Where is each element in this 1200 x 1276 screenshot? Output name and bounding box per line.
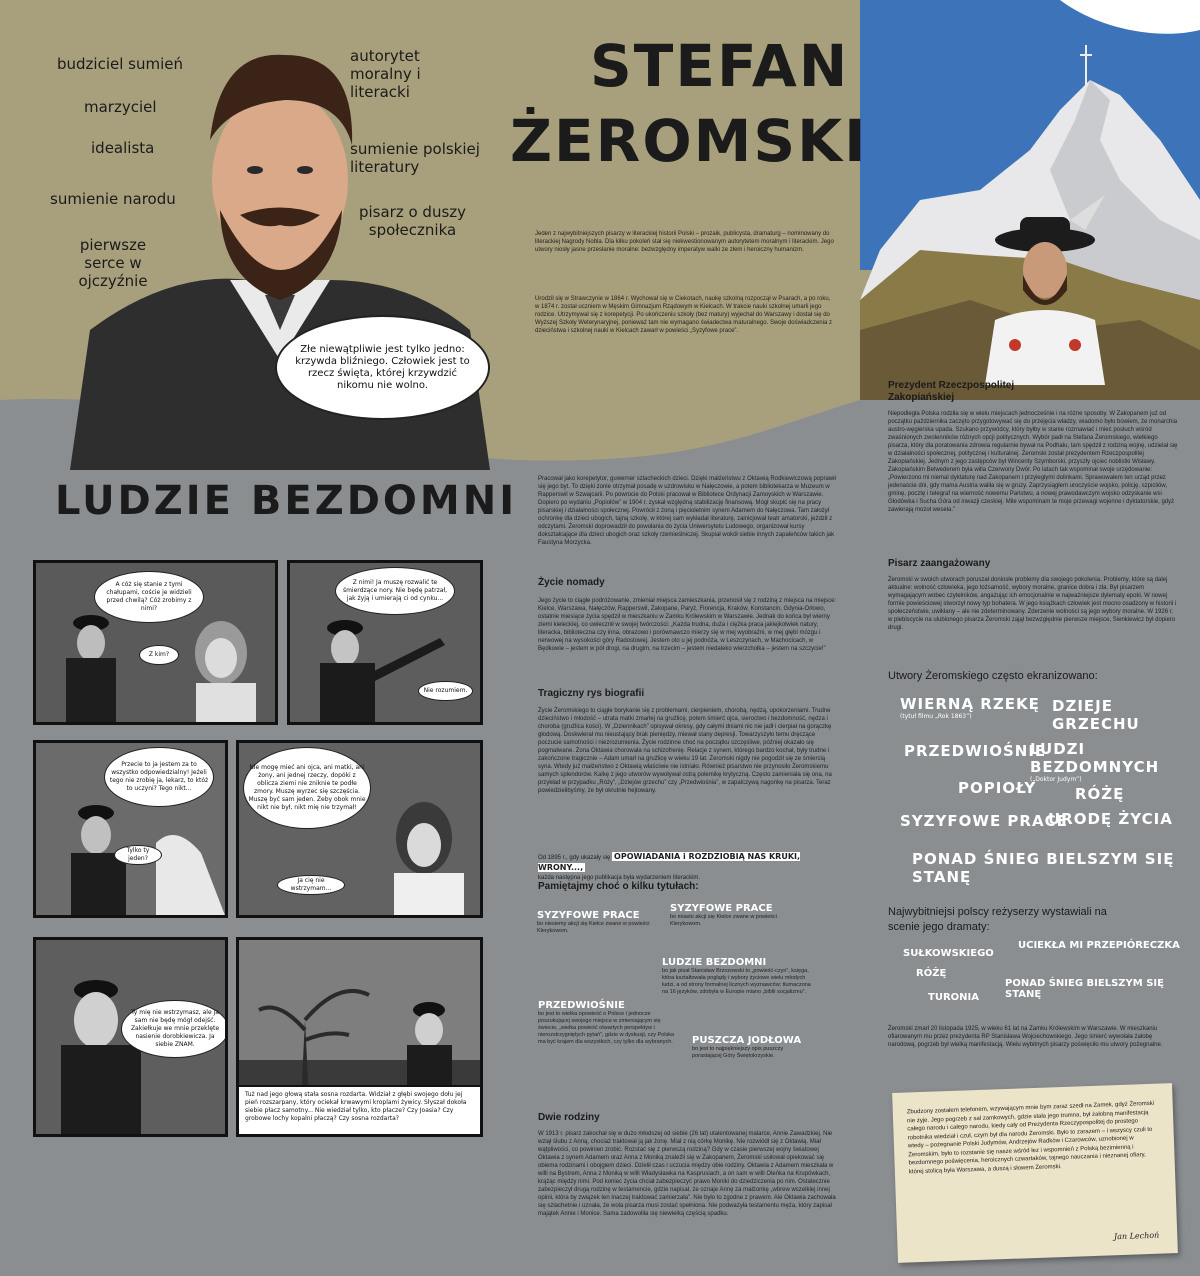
title-item-2-desc: bo miasto akcji się Kielce zwane w powieści Klerykowom. [670, 914, 777, 927]
epithet-autorytet: autorytet moralny i literacki [350, 47, 421, 101]
bubble-3: Z nimi! Ja muszę rozwalić te śmierdzące nory. Nie będę patrzał, jak żyją i umierają ci od cynku... [335, 567, 455, 615]
play-5: TURONIA [928, 992, 979, 1003]
highlander-portrait [975, 195, 1115, 385]
film-4 [1030, 740, 1200, 783]
bubble-6: Tylko ty jeden? [114, 845, 162, 865]
note-signature: Jan Lechoń [1113, 1230, 1160, 1242]
film-5-title: POPIOŁY [958, 779, 1037, 797]
tragic-paragraph: Życie Żeromskiego to ciągłe borykanie się z problemami, cierpieniem, chorobą, nędzą, upokorzeniami. Trudne dzieciństwo i młodość – utrata matki zmarłej na gruźlicę, potem śmierć ojca, sieroctwo i bezdomność, nędza i choroba (gruźlica kości). W „Dziennikach” opisywał okresy, gdy całymi dniami nic nie jadł i cierpiał na gorączkę głodową. Doskwierał mu nieustający brak pieniędzy, miewał stany depresji. Towarzyszyło temu dręczące poczucie samotności i niezrozumienia. Życie rodzinne choć na początku szczęśliwe, później okazało się pogmatwane. Żona Oktawia chorowała na schizofrenię. Relacje z synem, którego bardzo kochał, były trudne i zakończone tragicznie – Adam umarł na gruźlicę w wieku 19 lat. Żeromski nigdy nie pogodził się ze śmiercią syna. Wtedy już małżeństwo z Oktawią właściwie nie istniało. Również pisarstwo nie przynosiło Żeromskiemu samych splendorów. Kalkę z jego utworów wywoływał ostrą polemikę krytyczną. Często zamieniała się ona, na przykład w przypadku „Róży”, „Dziejów grzechu” czy „Przedwiośnia”, w zapalczywą nagonkę na pisarza. Teraz powiedzielibyśmy, że był okrutnie hejtowany. [538, 708, 832, 794]
comic-panel-2 [287, 560, 483, 725]
title-item-5-name: PUSZCZA JODŁOWA [692, 1035, 802, 1046]
play-2: UCIEKŁA MI PRZEPIÓRECZKA [1018, 940, 1180, 951]
family-paragraph: W 1913 r. pisarz zakochał się w dużo młodszej od siebie (26 lat) utalentowanej malarce, Annie Zawadzkiej. Nie wziął ślubu z Anną, chociaż traktował ją jak żonę. Miał z nią córkę Monikę. Nie rozwiódł się z Oktawią. Miał wątpliwości, co powinien zrobić. Rozstać się z pierwszą rodziną? Gdy w czasie pierwszej wojny światowej Oktawia z synem Adamem oraz Anna z Moniką znaleźli się w Zakopanem, Żeromski usiłował opiekować się obiema rodzinami i obojgiem dzieci. Dzielił czas i uczucia między obie rodziny. Oktawia z Adamem mieszkała w willi na Bystrem, Anna z Moniką w willi Władysławka na Kasprusiach, a on sam w willi Oleńka na Krupówkach, krążąc między nimi. Pod koniec życia chciał zabezpieczyć prawo Moniki do dziedziczenia po nim. Ostatecznie zabezpieczył drugą rodzinę w testamencie, gdzie napisał, że oznaje Annę za małżonkę „wbrew wszelkiej innej opinii, która by związek ten inaczej traktować zamierzała”. Nie było to zgodne z prawem. Ale Oktawia zachowała się szlachetnie i uznała, że wola pisarza musi zostać spełniona. Nie podważyła testamentu męża, który zapisał majątek Annie i Monice. Sama zadowoliła się niewielką częścią spadku. [538, 1131, 836, 1217]
epithet-budziciel: budziciel sumień [57, 55, 184, 73]
highlight-pre: Od 1895 r., gdy ukazały się [538, 855, 611, 861]
epithet-sumienie-literatury: sumienie polskiej literatury [350, 140, 480, 176]
epithet-marzyciel: marzyciel [84, 98, 157, 116]
highlight-post: każda następna jego publikacja była wydarzeniem literackim. [538, 875, 701, 881]
title-item-1-desc: bo niesiemy akcji się Kielce zwane w powieści Klerykowom. [537, 921, 650, 934]
death-paragraph: Żeromski zmarł 20 listopada 1925, w wieku 61 lat na Zamku Królewskim w Warszawie. W mieszkaniu ofiarowanym mu przez prezydenta RP Stanisława Wojciechowskiego. Jego śmierć wywołała żałobę narodową, pogrzeb był wielką manifestacją. Wielu wybitnych pisarzy poświęciło mu utwory pożegnalne. [888, 1026, 1163, 1048]
title-line1: STEFAN [590, 32, 850, 100]
comic-panel-4 [236, 740, 483, 918]
title-item-4-desc: bo jest to wielka opowieść o Polsce i jednocze poszukującej swojego miejsca w zmieniającym się świecie, „wielka powieść otwartych perspektyw i nierozstrzygniętych pytań”, gdzie w dyskusji, czy Polska ma być krajem dla wszystkich, czy tylko dla wybranych. [538, 1011, 675, 1045]
title-item-5 [692, 1035, 812, 1060]
work-paragraph: Pracował jako korepetytor, guwerner szlacheckich dzieci. Dzięki małżeństwu z Oktawią Rodkiewiczową poprawił się jego byt. To dzięki żonie otrzymał posadę w uzdrowisku w Nałęczowie, a potem bibliotekarza w Muzeum w Rapperswil w Szwajcarii. Po powrocie do Polski pracował w Bibliotece Ordynacji Zamoyskich w Warszawie. Dopiero po wydaniu „Popiołów” w 1904 r. zyskał względną stabilizację finansową. Mógł skupić się na pracy pisarskiej i działalności społecznej. Powrócił z żoną i pięcioletnim synem Adamem do Nałęczowa. Tam założył ochronkę dla dzieci ubogich, tajną szkołę, w której sam wykładał literaturę, zainicjował teatr amatorski, jeździł z odczytami. Żeromski doprowadził do powołania do życia Uniwersytetu Ludowego, organizował kursy dokształcające dla dzieci ubogich oraz szkoły rzemieślniczej. Skupiał wokół siebie innych zapaleńców takich jak Faustyna Morzycka. [538, 476, 836, 546]
film-1-title: WIERNĄ RZEKĘ [900, 695, 1040, 713]
title-item-4 [538, 1000, 678, 1046]
play-1: SUŁKOWSKIEGO [903, 948, 994, 959]
birth-paragraph: Urodził się w Strawczynie w 1864 r. Wychował się w Ciekotach, naukę szkolną rozpoczął w Psarach, a po roku, w 1874 r. został uczniem w Męskim Gimnazjum Rządowym w Kielcach. W trakcie nauki szkolnej umarli jego rodzice. Utrzymywał się z korepetycji. Po ukończeniu szkoły (bez matury) wyjechał do Warszawy i dostał się do Wyższej Szkoły Weterynaryjnej, ponieważ tam nie wymagano świadectwa maturalnego. Swoje doświadczenia z dzieciństwa i szkolnej nauki w Kielcach zawarł w powieści „Syzyfowe prace”. [535, 296, 832, 334]
bubble-9: Ty mię nie wstrzymasz, ale ja sam nie będę mógł odejść. Zakiełkuje we mnie przeklęte nasienie dorobkiewicza. Ja siebie ZNAM. [121, 1000, 228, 1058]
title-item-3-desc: bo jak pisał Stanisław Brzozowski to „powieść-czyn”, księga, która kształtowała poglądy i wybory życiowe wielu młodych ludzi, a od strony formalnej licznych wyznawców; tłumaczona na 16 języków, zdobyła w Europie miano „biblii socjalizmu”. [662, 968, 811, 995]
epithet-pierwsze-serce: pierwsze serce w ojczyźnie [78, 236, 148, 290]
note-card [892, 1083, 1178, 1263]
bubble-5: Przecie to ja jestem za to wszystko odpowiedzialny! Jeżeli tego nie zrobię ja, lekarz, to któż to uczyni? Tego nikt... [104, 747, 214, 807]
film-7 [900, 812, 1068, 830]
intro-paragraph: Jeden z najwybitniejszych pisarzy w literackiej historii Polski – prozaik, publicysta, dramaturg – nominowany do literackiej Nagrody Nobla. Dla kilku pokoleń stał się niekwestionowanym autorytetem moralnym i literackim. Jego utwory niosły jasne przesłanie moralne: bezwzględny imperatyw walki ze złem i heroiczny humanizm. [535, 231, 834, 253]
title-item-1 [537, 910, 657, 935]
comic-panel-3 [33, 740, 228, 918]
film-1-note: (tytuł filmu „Rok 1863”) [900, 713, 972, 720]
engaged-heading: Pisarz zaangażowany [888, 558, 991, 569]
epithet-sumienie-narodu: sumienie narodu [50, 190, 176, 208]
title-item-1-name: SYZYFOWE PRACE [537, 910, 640, 921]
tragic-heading: Tragiczny rys biografii [538, 688, 645, 699]
comic-panel-5 [33, 937, 228, 1137]
epithet-pisarz: pisarz o duszy społecznika [358, 203, 467, 239]
title-item-3 [662, 957, 812, 996]
theatre-heading: Najwybitniejsi polscy reżyserzy wystawiali na scenie jego dramaty: [888, 906, 1107, 933]
film-6-title: RÓŻĘ [1075, 785, 1125, 803]
films-heading: Utwory Żeromskiego często ekranizowano: [888, 670, 1098, 682]
president-heading: Prezydent Rzeczpospolitej Zakopiańskiej [888, 380, 1015, 403]
note-text: Zbudzony zostałem telefonem, wzywającym mnie bym zaraz szedł na Zamek, gdyż Żeromski nie żyje. Jego pogrzeb z sal zamkowych, gdzie stała jego trumna, był żałobną manifestacją całego narodu i całego narodu, kiedy cały od Prezydenta Rzeczypospolitej do prostego robotnika wiedział i czuł, czym był dla narodu Żeromski. Było to zarazem – i wszyscy czuli to wtedy – pożegnanie Polski Judymów, Andrzejów Radków i Czarowców, uznobionej w Żeromskim, było to rozstanie się nasze wśród łez i wspomnień z Polską bezimienną i bezdomnego poświęcenia, heroicznych czwartaków, tajnego nauczania i nieznanej ofiary, której stolicą była Warszawa, a duszą i słowem Żeromski. [906, 1100, 1155, 1175]
bubble-8: Ja cię nie wstrzymam... [277, 875, 345, 895]
epithet-idealista: idealista [91, 139, 155, 157]
bubble-1: A cóż się stanie z tymi chałupami, coście je widzieli przed chwilą? Cóż zrobimy z nimi? [94, 571, 204, 623]
comic-caption: Tuż nad jego głową stała sosna rozdarta. Widział z głębi swojego dołu jej pień rozszarpany, który ociekał krwawymi kroplami żywicy. Słyszał dokoła siebie płacz samotny... Nie wiedział tylko, kto płacze? Czy Joasia? Czy grobowe lochy kopalni płaczą? Czy sosna rozdarta? [239, 1085, 480, 1135]
film-8 [1048, 810, 1173, 828]
quote-text: Złe niewątpliwie jest tylko jedno: krzywda bliźniego. Człowiek jest to rzecz święta, której krzywdzić nikomu nie wolno. [295, 343, 470, 391]
play-3: RÓŻĘ [916, 968, 947, 979]
nomad-heading: Życie nomady [538, 577, 605, 588]
title-item-3-name: LUDZIE BEZDOMNI [662, 957, 767, 968]
title-item-5-desc: bo jest to najpiękniejszy opis puszczy porastającej Góry Świętokrzyskie. [692, 1046, 784, 1059]
play-4: PONAD ŚNIEG BIELSZYM SIĘ STANĘ [1005, 978, 1164, 1000]
nomad-paragraph: Jego życie to ciągłe podróżowanie, zmieniał miejsca zamieszkania, przenosił się z rodziną z miejsca na miejsce: Kielce, Warszawa, Nałęczów, Rapperswil, Zakopane, Paryż, Florencja, Kraków, Konstancin, Gdynia-Orłowo, ostatnie miesiące życia spędził w mieszkaniu w Zamku Królewskim w Warszawie. Jednak do końca był wierny ziemi kieleckiej, co uwiecznił w swojej twórczości: „Każda trudna, duża i ciężka praca jakiejkolwiek natury, literacka, biblioteczna czy inna, obrazowo i porównawczo mierzy się w mej wyobraźni, w mej głębi mózgu i nerwowej na wysokości góry Radostowej. Jestem oto u jej podnóża, w Leszczynach, w Machocicach, w Będkowie – jestem w pół drogi, na drugim, na trzecim – jestem niedaleko wierzchołka – jestem na szczycie!” [538, 598, 837, 652]
title-line2: ŻEROMSKI [510, 107, 868, 175]
highlight-line [538, 852, 838, 883]
film-3-title: PRZEDWIOŚNIE [904, 742, 1047, 760]
film-4-title: LUDZI BEZDOMNYCH [1030, 740, 1160, 776]
film-4-note: („Doktor Judym”) [1030, 776, 1082, 783]
president-paragraph: Niepodległa Polska rodziła się w wielu miejscach jednocześnie i na różne sposoby. W Zakopanem już od początku października zaczęto przygotowywać się do przejęcia władzy, wiadomo było bowiem, że monarchia austro-węgierska upada. Szukano przywódcy, który byłby w stanie rozmawiać i mieć posłuch wśród zwaśnionych zwolenników różnych opcji politycznych. Wybór padł na Stefana Żeromskiego, wielkiego pisarza, który dla poratowania zdrowia regularnie bywał na Podhalu, tam spędził z rodziną wojnę, udzielał się w działalności społecznej, politycznej i kulturalnej. Żeromski został prezydentem Rzeczpospolitej Zakopiańskiej. Jednym z jego zastępców był Wincenty Szymborski, przyszły ojciec noblistki Wisławy. Zakopiańskim Belwederem była willa Czerwony Dwór. Po latach tak wspominał swoje urzędowanie: „Powierzono mi niemal dyktaturę nad Zakopanem i przyległymi dolinkami. Sprawowałem ten urząd przez jedenaście dni, gdy mama Austria waliła się w gruzy. Zaprzysiągłem uroczyście wojsko, policję, szpicliów, gminę, pocztę i telegraf na wierność nowemu Państwu, a nowej prawodawczym wojsko odzyskanie wsi Głodówka i Sucha Góra od inwazji czeskiej. Mile wspominam te moje przewagi wojenne i dyktatorskie, gdyż zawierają mozoł wesela.” [888, 411, 1178, 513]
engaged-paragraph: Żeromski w swoich utworach poruszał doniosłe problemy dla swojego pokolenia. Problemy, które są dalej aktualne: wolność człowieka, jego tożsamość, wybory moralne, granice dobra i zła. Był pisarzem wymagającym wobec czytelników, angażując ich emocjonalnie w najważniejsze dylematy epoki. W nowej formie powieściowej stworzył nowy typ bohatera. W jego książkach człowiek jest mocno osadzony w historii i społeczeństwie, uwikłany – ale nie zdeterminowany. Zderzenie wolności są jego wybory moralne. W 1926 r. w plebiscycie na ulubionego pisarza Żeromski zajął bezwzględnie pierwsze miejsce, Sienkiewicz był dopiero drugi. [888, 577, 1177, 631]
family-heading: Dwie rodziny [538, 1112, 600, 1123]
film-5 [958, 779, 1036, 797]
highlight-titles: OPOWIADANIA i ROZDZIOBIĄ NAS KRUKI, WRONY..., [538, 852, 801, 872]
comic-title: LUDZIE BEZDOMNI [55, 478, 518, 524]
film-1 [900, 695, 1040, 720]
film-2 [1052, 697, 1200, 733]
bubble-4: Nie rozumiem. [418, 681, 473, 701]
title-item-2 [670, 903, 790, 928]
titles-heading: Pamiętajmy choć o kilku tytułach: [538, 881, 699, 892]
film-2-title: DZIEJE GRZECHU [1052, 697, 1140, 733]
film-9 [912, 850, 1200, 886]
comic-panel-1 [33, 560, 278, 725]
film-6 [1075, 785, 1124, 803]
title-item-2-name: SYZYFOWE PRACE [670, 903, 773, 914]
quote-bubble [275, 315, 490, 420]
film-9-title: PONAD ŚNIEG BIELSZYM SIĘ STANĘ [912, 850, 1175, 886]
film-7-title: SYZYFOWE PRACE [900, 812, 1068, 830]
comic-panel-6 [236, 937, 483, 1137]
title-item-4-name: PRZEDWIOŚNIE [538, 1000, 625, 1011]
bubble-2: Z kim? [139, 645, 179, 665]
film-3 [904, 742, 1046, 760]
bubble-7: Nie mogę mieć ani ojca, ani matki, ani żony, ani jednej rzeczy, dopóki z oblicza ziemi nie zniknie te podłe zmory. Muszę wyrzec się szczęścia. Muszę być sam jeden. Żeby obok mnie nikt nie był, nikt mię nie trzymał! [243, 747, 371, 829]
film-8-title: URODĘ ŻYCIA [1048, 810, 1173, 828]
